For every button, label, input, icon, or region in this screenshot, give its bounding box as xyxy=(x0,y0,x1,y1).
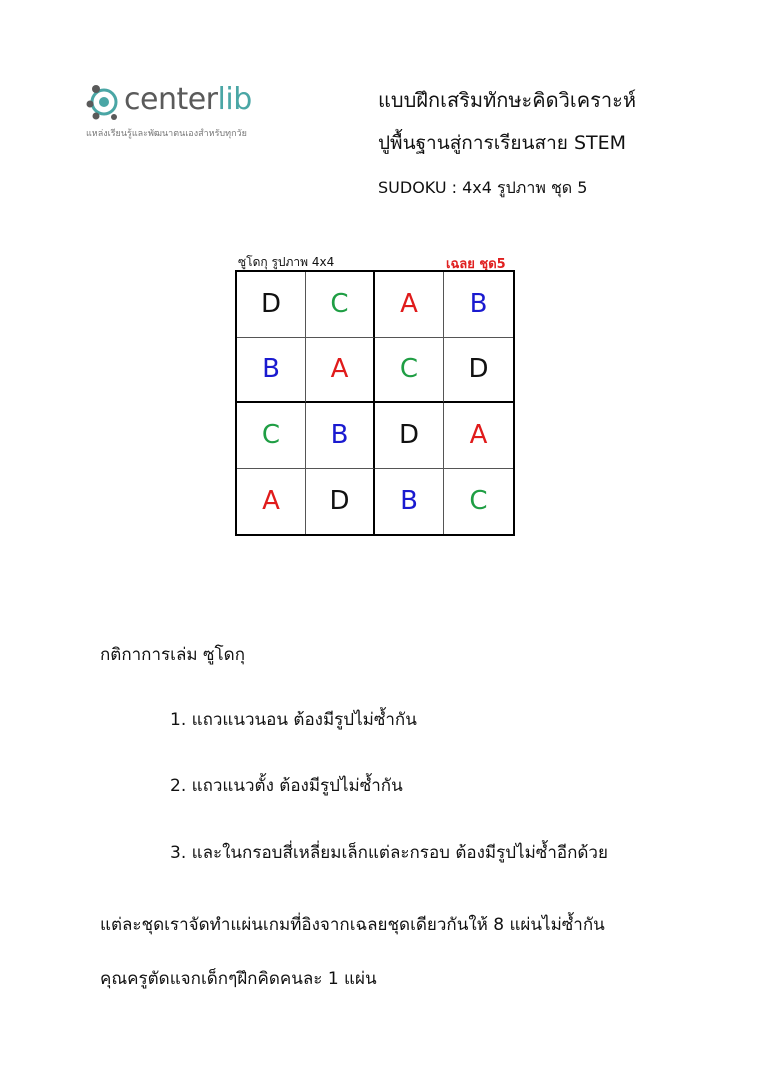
grid-label: ซูโดกุ รูปภาพ 4x4 xyxy=(238,255,335,269)
note-text: คุณครูตัดแจกเด็กๆฝึกคิดคนละ 1 แผ่น xyxy=(100,969,377,989)
brand-wordmark xyxy=(124,80,252,120)
sudoku-cell: B xyxy=(444,272,513,338)
sudoku-cell: C xyxy=(237,403,306,469)
sudoku-cell: A xyxy=(306,338,375,404)
sudoku-cell: B xyxy=(306,403,375,469)
brand-tagline: แหล่งเรียนรู้และพัฒนาตนเองสำหรับทุกวัย xyxy=(86,129,247,139)
answer-label: เฉลย ชุด5 xyxy=(446,257,506,272)
brand-lib: lib xyxy=(217,82,252,117)
rules-title: กติกาการเล่ม ซูโดกุ xyxy=(100,645,245,665)
sudoku-cell: A xyxy=(237,469,306,535)
header-set-info: SUDOKU : 4x4 รูปภาพ ชุด 5 xyxy=(378,178,588,197)
rule-item: 3. และในกรอบสี่เหลี่ยมเล็กแต่ละกรอบ ต้องมีรูปไม่ซ้ำอีกด้วย xyxy=(170,843,608,863)
rule-item: 1. แถวแนวนอน ต้องมีรูปไม่ซ้ำกัน xyxy=(170,710,417,730)
sudoku-cell: D xyxy=(306,469,375,535)
centerlib-logo xyxy=(84,82,284,142)
header-subtitle: ปูพื้นฐานสู่การเรียนสาย STEM xyxy=(378,132,627,154)
molecule-logo-icon xyxy=(84,82,124,126)
sudoku-cell: C xyxy=(306,272,375,338)
sudoku-cell: B xyxy=(237,338,306,404)
sudoku-cell: C xyxy=(375,338,444,404)
sudoku-cell: A xyxy=(375,272,444,338)
header-title: แบบฝึกเสริมทักษะคิดวิเคราะห์ xyxy=(378,88,637,112)
sudoku-cell: A xyxy=(444,403,513,469)
sudoku-cell: D xyxy=(237,272,306,338)
sudoku-grid xyxy=(235,270,515,536)
note-text: แต่ละชุดเราจัดทำแผ่นเกมที่อิงจากเฉลยชุดเดียวกันให้ 8 แผ่นไม่ซ้ำกัน xyxy=(100,915,605,935)
sudoku-cell: D xyxy=(444,338,513,404)
rule-item: 2. แถวแนวตั้ง ต้องมีรูปไม่ซ้ำกัน xyxy=(170,776,403,796)
sudoku-cell: B xyxy=(375,469,444,535)
brand-center: center xyxy=(124,82,218,117)
sudoku-cell: C xyxy=(469,486,488,517)
sudoku-cell: D xyxy=(375,403,444,469)
